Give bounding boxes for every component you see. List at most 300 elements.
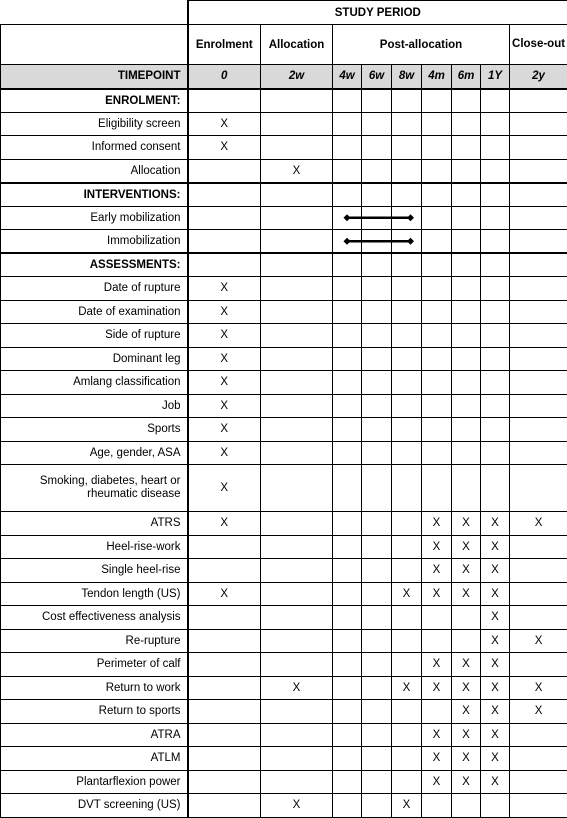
table-row bbox=[1, 230, 567, 254]
mark-cell bbox=[392, 277, 422, 301]
mark-cell: X bbox=[188, 136, 261, 160]
study-period-row bbox=[1, 1, 567, 25]
table-row bbox=[1, 629, 567, 653]
mark-cell bbox=[392, 300, 422, 324]
table-row bbox=[1, 465, 567, 512]
mark-cell: X bbox=[510, 700, 567, 724]
mark-cell bbox=[362, 629, 392, 653]
empty-cell bbox=[333, 183, 362, 207]
empty-cell bbox=[333, 253, 362, 277]
mark-cell bbox=[422, 230, 452, 254]
mark-cell bbox=[362, 653, 392, 677]
mark-cell bbox=[422, 606, 452, 630]
mark-cell: X bbox=[261, 159, 333, 183]
mark-cell bbox=[392, 535, 422, 559]
mark-cell: X bbox=[481, 582, 510, 606]
mark-cell: X bbox=[481, 512, 510, 536]
empty-cell bbox=[452, 253, 481, 277]
timepoint-1y: 1Y bbox=[481, 65, 510, 89]
mark-cell: X bbox=[452, 700, 481, 724]
mark-cell: X bbox=[188, 371, 261, 395]
row-label: Sports bbox=[1, 418, 188, 442]
empty-cell bbox=[392, 253, 422, 277]
mark-cell bbox=[188, 230, 261, 254]
mark-cell bbox=[452, 465, 481, 512]
mark-cell bbox=[188, 794, 261, 818]
mark-cell bbox=[362, 676, 392, 700]
mark-cell bbox=[333, 277, 362, 301]
study-period-header: STUDY PERIOD bbox=[188, 1, 567, 25]
table-row bbox=[1, 441, 567, 465]
mark-cell bbox=[362, 159, 392, 183]
mark-cell: X bbox=[188, 418, 261, 442]
mark-cell bbox=[510, 159, 567, 183]
section-row bbox=[1, 89, 567, 113]
mark-cell bbox=[362, 606, 392, 630]
mark-cell bbox=[333, 559, 362, 583]
mark-cell bbox=[452, 300, 481, 324]
mark-cell bbox=[510, 794, 567, 818]
mark-cell bbox=[510, 723, 567, 747]
row-label: Immobilization bbox=[1, 230, 188, 254]
mark-cell bbox=[452, 394, 481, 418]
mark-cell bbox=[452, 371, 481, 395]
mark-cell bbox=[510, 230, 567, 254]
section-title: ENROLMENT: bbox=[1, 89, 188, 113]
timepoint-8w: 8w bbox=[392, 65, 422, 89]
mark-cell bbox=[362, 512, 392, 536]
mark-cell bbox=[362, 465, 392, 512]
mark-cell bbox=[362, 441, 392, 465]
mark-cell: X bbox=[188, 465, 261, 512]
table-row bbox=[1, 700, 567, 724]
table-row bbox=[1, 277, 567, 301]
empty-cell bbox=[261, 183, 333, 207]
empty-cell bbox=[392, 89, 422, 113]
mark-cell: X bbox=[481, 770, 510, 794]
mark-cell bbox=[481, 347, 510, 371]
mark-cell: X bbox=[188, 112, 261, 136]
mark-cell bbox=[333, 606, 362, 630]
mark-cell bbox=[392, 371, 422, 395]
empty-cell bbox=[188, 253, 261, 277]
mark-cell bbox=[362, 206, 392, 230]
mark-cell bbox=[333, 653, 362, 677]
mark-cell bbox=[362, 794, 392, 818]
mark-cell: X bbox=[422, 747, 452, 771]
mark-cell bbox=[362, 136, 392, 160]
mark-cell bbox=[481, 230, 510, 254]
mark-cell bbox=[333, 230, 362, 254]
mark-cell: X bbox=[452, 747, 481, 771]
mark-cell: X bbox=[188, 324, 261, 348]
mark-cell bbox=[392, 629, 422, 653]
empty-cell bbox=[188, 183, 261, 207]
mark-cell bbox=[452, 441, 481, 465]
mark-cell bbox=[188, 559, 261, 583]
mark-cell: X bbox=[481, 629, 510, 653]
mark-cell bbox=[362, 300, 392, 324]
mark-cell: X bbox=[481, 606, 510, 630]
mark-cell: X bbox=[422, 512, 452, 536]
mark-cell: X bbox=[422, 535, 452, 559]
mark-cell bbox=[188, 770, 261, 794]
mark-cell bbox=[261, 747, 333, 771]
row-label: Eligibility screen bbox=[1, 112, 188, 136]
row-label: Dominant leg bbox=[1, 347, 188, 371]
mark-cell: X bbox=[392, 582, 422, 606]
mark-cell bbox=[452, 794, 481, 818]
mark-cell: X bbox=[481, 653, 510, 677]
mark-cell bbox=[510, 770, 567, 794]
mark-cell bbox=[333, 582, 362, 606]
mark-cell bbox=[261, 112, 333, 136]
mark-cell bbox=[392, 770, 422, 794]
mark-cell: X bbox=[188, 512, 261, 536]
mark-cell bbox=[333, 676, 362, 700]
mark-cell bbox=[452, 347, 481, 371]
mark-cell bbox=[261, 277, 333, 301]
empty-cell bbox=[510, 89, 567, 113]
mark-cell bbox=[452, 629, 481, 653]
section-row bbox=[1, 253, 567, 277]
mark-cell bbox=[452, 606, 481, 630]
mark-cell: X bbox=[188, 347, 261, 371]
table-row bbox=[1, 418, 567, 442]
mark-cell: X bbox=[452, 535, 481, 559]
mark-cell: X bbox=[392, 794, 422, 818]
mark-cell bbox=[510, 559, 567, 583]
mark-cell bbox=[362, 582, 392, 606]
empty-cell bbox=[422, 183, 452, 207]
section-title: INTERVENTIONS: bbox=[1, 183, 188, 207]
mark-cell bbox=[333, 770, 362, 794]
empty-cell bbox=[452, 89, 481, 113]
phase-allocation: Allocation bbox=[261, 25, 333, 65]
mark-cell bbox=[261, 206, 333, 230]
mark-cell bbox=[261, 606, 333, 630]
mark-cell bbox=[422, 159, 452, 183]
mark-cell: X bbox=[452, 512, 481, 536]
mark-cell bbox=[261, 582, 333, 606]
mark-cell bbox=[362, 277, 392, 301]
mark-cell bbox=[422, 277, 452, 301]
empty-cell bbox=[510, 183, 567, 207]
mark-cell bbox=[510, 206, 567, 230]
row-label: Return to work bbox=[1, 676, 188, 700]
table-row bbox=[1, 394, 567, 418]
mark-cell bbox=[333, 394, 362, 418]
mark-cell bbox=[392, 441, 422, 465]
mark-cell bbox=[392, 347, 422, 371]
mark-cell bbox=[333, 324, 362, 348]
mark-cell: X bbox=[392, 676, 422, 700]
timepoint-4w: 4w bbox=[333, 65, 362, 89]
table-row bbox=[1, 136, 567, 160]
mark-cell bbox=[481, 465, 510, 512]
mark-cell: X bbox=[422, 676, 452, 700]
mark-cell bbox=[422, 347, 452, 371]
mark-cell bbox=[362, 418, 392, 442]
mark-cell bbox=[422, 136, 452, 160]
timepoint-2w: 2w bbox=[261, 65, 333, 89]
mark-cell: X bbox=[452, 559, 481, 583]
empty-cell bbox=[452, 183, 481, 207]
mark-cell bbox=[510, 418, 567, 442]
timepoint-row bbox=[1, 65, 567, 89]
table-row bbox=[1, 512, 567, 536]
table-row bbox=[1, 559, 567, 583]
mark-cell bbox=[333, 535, 362, 559]
mark-cell bbox=[333, 112, 362, 136]
mark-cell bbox=[188, 700, 261, 724]
mark-cell: X bbox=[452, 676, 481, 700]
mark-cell bbox=[362, 535, 392, 559]
mark-cell bbox=[333, 441, 362, 465]
mark-cell: X bbox=[422, 559, 452, 583]
mark-cell bbox=[392, 606, 422, 630]
mark-cell bbox=[422, 206, 452, 230]
mark-cell bbox=[333, 747, 362, 771]
mark-cell bbox=[510, 582, 567, 606]
mark-cell: X bbox=[510, 512, 567, 536]
mark-cell bbox=[392, 512, 422, 536]
mark-cell bbox=[422, 418, 452, 442]
mark-cell bbox=[362, 770, 392, 794]
mark-cell bbox=[261, 700, 333, 724]
mark-cell bbox=[481, 394, 510, 418]
mark-cell: X bbox=[422, 653, 452, 677]
mark-cell bbox=[188, 535, 261, 559]
mark-cell bbox=[261, 324, 333, 348]
mark-cell bbox=[510, 300, 567, 324]
empty-cell bbox=[481, 89, 510, 113]
mark-cell bbox=[333, 159, 362, 183]
mark-cell bbox=[392, 159, 422, 183]
mark-cell bbox=[362, 371, 392, 395]
mark-cell bbox=[261, 653, 333, 677]
table-row bbox=[1, 582, 567, 606]
mark-cell bbox=[333, 418, 362, 442]
mark-cell bbox=[452, 159, 481, 183]
mark-cell: X bbox=[481, 747, 510, 771]
mark-cell bbox=[392, 559, 422, 583]
row-label: ATRS bbox=[1, 512, 188, 536]
mark-cell bbox=[481, 277, 510, 301]
row-label: DVT screening (US) bbox=[1, 794, 188, 818]
table-row bbox=[1, 347, 567, 371]
mark-cell bbox=[422, 112, 452, 136]
row-label: Informed consent bbox=[1, 136, 188, 160]
mark-cell bbox=[261, 136, 333, 160]
table-row bbox=[1, 794, 567, 818]
mark-cell bbox=[481, 441, 510, 465]
row-label: Allocation bbox=[1, 159, 188, 183]
mark-cell bbox=[333, 347, 362, 371]
mark-cell bbox=[261, 512, 333, 536]
mark-cell bbox=[422, 465, 452, 512]
table-row bbox=[1, 324, 567, 348]
row-label: Side of rupture bbox=[1, 324, 188, 348]
mark-cell bbox=[261, 723, 333, 747]
phase-label-cell bbox=[1, 25, 188, 65]
section-title: ASSESSMENTS: bbox=[1, 253, 188, 277]
mark-cell bbox=[261, 629, 333, 653]
mark-cell bbox=[333, 794, 362, 818]
mark-cell bbox=[481, 418, 510, 442]
mark-cell: X bbox=[261, 794, 333, 818]
mark-cell: X bbox=[452, 653, 481, 677]
table-row bbox=[1, 747, 567, 771]
empty-cell bbox=[422, 253, 452, 277]
mark-cell bbox=[188, 676, 261, 700]
mark-cell bbox=[333, 300, 362, 324]
table-row bbox=[1, 535, 567, 559]
mark-cell bbox=[362, 747, 392, 771]
mark-cell bbox=[392, 136, 422, 160]
mark-cell bbox=[510, 535, 567, 559]
mark-cell bbox=[452, 206, 481, 230]
mark-cell: X bbox=[481, 700, 510, 724]
mark-cell bbox=[261, 418, 333, 442]
empty-cell bbox=[481, 183, 510, 207]
mark-cell bbox=[510, 277, 567, 301]
row-label: Amlang classification bbox=[1, 371, 188, 395]
mark-cell bbox=[392, 700, 422, 724]
mark-cell: X bbox=[481, 676, 510, 700]
empty-cell bbox=[362, 89, 392, 113]
table-row bbox=[1, 371, 567, 395]
mark-cell bbox=[362, 723, 392, 747]
mark-cell bbox=[510, 465, 567, 512]
empty-cell bbox=[510, 253, 567, 277]
mark-cell bbox=[510, 371, 567, 395]
mark-cell bbox=[392, 112, 422, 136]
row-label: ATLM bbox=[1, 747, 188, 771]
mark-cell bbox=[261, 535, 333, 559]
row-label: Date of rupture bbox=[1, 277, 188, 301]
row-label: Early mobilization bbox=[1, 206, 188, 230]
mark-cell bbox=[481, 300, 510, 324]
table-row bbox=[1, 300, 567, 324]
mark-cell: X bbox=[188, 394, 261, 418]
phase-enrolment: Enrolment bbox=[188, 25, 261, 65]
table-row bbox=[1, 676, 567, 700]
row-label: Smoking, diabetes, heart or rheumatic disease bbox=[1, 465, 188, 512]
mark-cell bbox=[333, 371, 362, 395]
timepoint-6w: 6w bbox=[362, 65, 392, 89]
mark-cell bbox=[452, 418, 481, 442]
mark-cell: X bbox=[188, 277, 261, 301]
mark-cell bbox=[333, 136, 362, 160]
mark-cell bbox=[422, 794, 452, 818]
mark-cell bbox=[362, 347, 392, 371]
empty-cell bbox=[333, 89, 362, 113]
phase-close-out: Close-out bbox=[510, 25, 567, 65]
mark-cell bbox=[392, 206, 422, 230]
mark-cell bbox=[510, 747, 567, 771]
row-label: Return to sports bbox=[1, 700, 188, 724]
mark-cell: X bbox=[452, 723, 481, 747]
mark-cell bbox=[392, 324, 422, 348]
mark-cell bbox=[333, 465, 362, 512]
row-label: Single heel-rise bbox=[1, 559, 188, 583]
empty-cell bbox=[261, 89, 333, 113]
mark-cell bbox=[510, 653, 567, 677]
mark-cell bbox=[510, 324, 567, 348]
mark-cell bbox=[481, 136, 510, 160]
mark-cell bbox=[261, 347, 333, 371]
empty-cell bbox=[392, 183, 422, 207]
mark-cell bbox=[362, 559, 392, 583]
mark-cell bbox=[422, 300, 452, 324]
mark-cell: X bbox=[481, 559, 510, 583]
mark-cell bbox=[333, 700, 362, 724]
row-label: Tendon length (US) bbox=[1, 582, 188, 606]
mark-cell: X bbox=[452, 770, 481, 794]
timepoint-0: 0 bbox=[188, 65, 261, 89]
mark-cell bbox=[510, 441, 567, 465]
mark-cell bbox=[392, 747, 422, 771]
mark-cell bbox=[392, 230, 422, 254]
timepoint-2y: 2y bbox=[510, 65, 567, 89]
row-label: Age, gender, ASA bbox=[1, 441, 188, 465]
mark-cell bbox=[452, 230, 481, 254]
row-label: Heel-rise-work bbox=[1, 535, 188, 559]
timepoint-label: TIMEPOINT bbox=[1, 65, 188, 89]
mark-cell bbox=[392, 465, 422, 512]
mark-cell: X bbox=[481, 723, 510, 747]
mark-cell bbox=[510, 112, 567, 136]
row-label: Plantarflexion power bbox=[1, 770, 188, 794]
timepoint-6m: 6m bbox=[452, 65, 481, 89]
mark-cell bbox=[481, 371, 510, 395]
mark-cell bbox=[188, 653, 261, 677]
mark-cell bbox=[261, 559, 333, 583]
mark-cell bbox=[188, 206, 261, 230]
mark-cell bbox=[362, 324, 392, 348]
mark-cell bbox=[510, 394, 567, 418]
mark-cell bbox=[392, 394, 422, 418]
mark-cell: X bbox=[261, 676, 333, 700]
corner-cell bbox=[1, 1, 188, 25]
mark-cell bbox=[188, 723, 261, 747]
mark-cell bbox=[481, 794, 510, 818]
mark-cell bbox=[481, 324, 510, 348]
mark-cell bbox=[188, 747, 261, 771]
section-row bbox=[1, 183, 567, 207]
mark-cell bbox=[188, 629, 261, 653]
mark-cell bbox=[362, 700, 392, 724]
mark-cell bbox=[422, 700, 452, 724]
table-row bbox=[1, 723, 567, 747]
mark-cell bbox=[362, 230, 392, 254]
mark-cell bbox=[422, 394, 452, 418]
mark-cell: X bbox=[510, 629, 567, 653]
mark-cell bbox=[261, 394, 333, 418]
phase-post-allocation: Post-allocation bbox=[333, 25, 510, 65]
mark-cell: X bbox=[422, 723, 452, 747]
mark-cell bbox=[188, 159, 261, 183]
mark-cell bbox=[422, 324, 452, 348]
mark-cell bbox=[362, 112, 392, 136]
mark-cell bbox=[392, 653, 422, 677]
table-row bbox=[1, 653, 567, 677]
empty-cell bbox=[261, 253, 333, 277]
mark-cell bbox=[333, 512, 362, 536]
mark-cell bbox=[452, 324, 481, 348]
row-label: ATRA bbox=[1, 723, 188, 747]
